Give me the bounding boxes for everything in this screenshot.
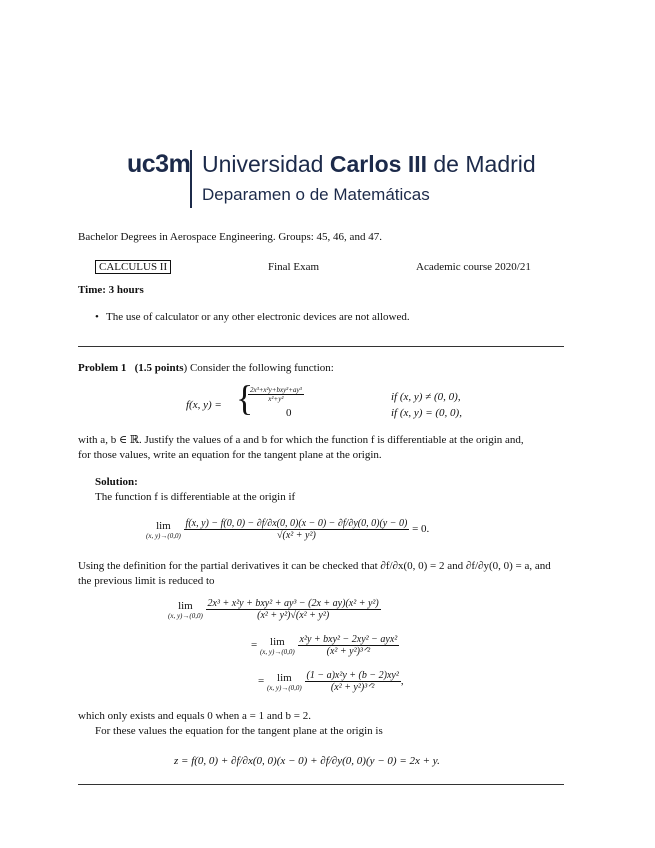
equation-4: = lim (x, y)→(0,0) $\frac{\text{(1 − a)x²y + (b − 2)xy²}}{\text{(x² + y²)³ᐟ²}}$ , <box>258 670 404 693</box>
equation-1: lim (x, y)→(0,0) $\frac{f(x, y) - f(0, 0) - \partial f/\partial x(0, 0)(x - 0) - \partial f/\partial y(0, 0)(y - 0)}{\text{√(x² + y²)}}$ = 0. <box>146 518 430 541</box>
piecewise-brace: { <box>236 378 254 418</box>
rule-text: The use of calculator or any other electronic devices are not allowed. <box>106 311 410 323</box>
bottom-rule <box>78 784 564 785</box>
solution-line-2: Using the definition for the partial derivatives it can be checked that ∂f/∂x(0, 0) = 2 and ∂f/∂y(0, 0) = a, and <box>78 560 551 572</box>
tangent-plane-equation: z = f(0, 0) + ∂f/∂x(0, 0)(x − 0) + ∂f/∂y(0, 0)(y − 0) = 2x + y. <box>174 755 440 767</box>
case1-condition: if (x, y) ≠ (0, 0), <box>391 391 461 403</box>
subject-box: CALCULUS II <box>95 260 171 274</box>
university-name: Universidad Carlos III de Madrid <box>202 151 536 177</box>
logo-divider <box>190 150 192 208</box>
case2-value: 0 <box>286 407 292 419</box>
case1-fraction: $\frac{\text{2x³+x²y+bxy²+ay³}}{\text{x²+y²}}$ <box>250 386 302 403</box>
solution-line-4: which only exists and equals 0 when a = 1 and b = 2. <box>78 710 311 722</box>
exam-title: Final Exam <box>268 261 320 273</box>
top-rule <box>78 346 564 347</box>
statement-line-1: with a, b ∈ ℝ. Justify the values of a and b for which the function f is differentiable at the origin and, <box>78 434 524 446</box>
problem-heading: Problem 1 (1.5 points) Consider the following function: <box>78 362 334 374</box>
solution-line-5: For these values the equation for the tangent plane at the origin is <box>95 725 383 737</box>
department-name: Deparamen o de Matemáticas <box>202 185 430 204</box>
academic-year: Academic course 2020/21 <box>416 261 531 273</box>
time-limit: Time: 3 hours <box>78 284 144 296</box>
statement-line-2: for those values, write an equation for the tangent plane at the origin. <box>78 449 382 461</box>
solution-line-1: The function f is differentiable at the origin if <box>95 491 296 503</box>
uc3m-logo: uc3m <box>127 150 191 178</box>
function-lhs: f(x, y) = <box>186 399 222 411</box>
degrees-line: Bachelor Degrees in Aerospace Engineering. Groups: 45, 46, and 47. <box>78 231 382 243</box>
solution-heading: Solution: <box>95 476 138 488</box>
solution-line-3: the previous limit is reduced to <box>78 575 215 587</box>
equation-2: lim (x, y)→(0,0) $\frac{\text{2x³ + x²y + bxy² + ay³ − (2x + ay)(x² + y²)}}{\text{(x² + y²)√(x² + y²)}}$ <box>168 598 379 621</box>
case2-condition: if (x, y) = (0, 0), <box>391 407 462 419</box>
equation-3: = lim (x, y)→(0,0) $\frac{\text{x²y + bxy² − 2xy² − ayx²}}{\text{(x² + y²)³ᐟ²}}$ <box>251 634 398 657</box>
rule-bullet: • <box>95 311 99 323</box>
